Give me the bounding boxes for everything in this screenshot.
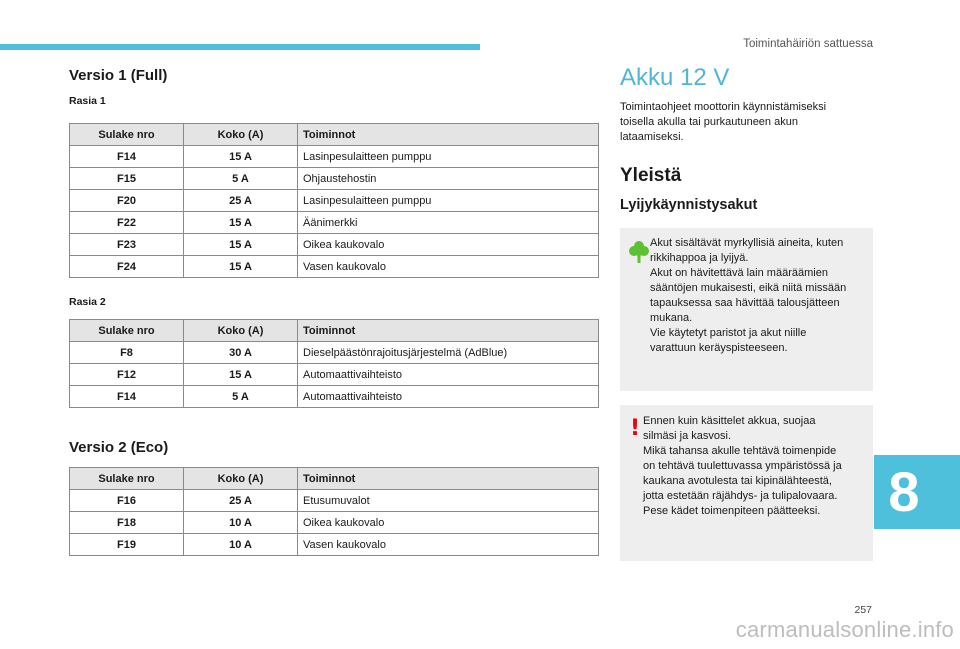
intro-line: Toimintaohjeet moottorin käynnistämiseksi [620,101,827,113]
fuse-size-cell: 15 A [184,364,298,386]
general-heading: Yleistä [620,165,682,186]
fuse-size-cell: 10 A [184,534,298,556]
note-line: mukana. [650,312,693,324]
column-header-fuse-no: Sulake nro [70,124,184,146]
intro-line: lataamiseksi. [620,131,684,143]
column-header-functions: Toiminnot [298,124,599,146]
note-line: jotta estetään räjähdys- ja tulipalovaara. [643,490,838,502]
table-row [70,342,599,364]
fuse-function-cell: Ohjaustehostin [298,168,599,190]
version-1-heading: Versio 1 (Full) [69,67,168,84]
fuse-size-cell: 25 A [184,490,298,512]
fuse-size-cell: 25 A [184,190,298,212]
box-2-label: Rasia 2 [69,296,106,308]
fuse-size-cell: 10 A [184,512,298,534]
warning-note-box [620,405,873,561]
table-row [70,256,599,278]
warning-note-text [643,414,871,519]
fuse-table-box-2 [69,319,599,408]
page-number: 257 [854,604,872,616]
table-row [70,212,599,234]
column-header-size: Koko (A) [184,124,298,146]
warning-exclamation-icon: ! [630,416,641,441]
table-header-row [70,468,599,490]
note-line: Mikä tahansa akulle tehtävä toimenpide [643,445,837,457]
note-line: rikkihappoa ja lyijyä. [650,252,749,264]
box-1-label: Rasia 1 [69,95,106,107]
fuse-size-cell: 15 A [184,234,298,256]
fuse-number-cell: F24 [70,256,184,278]
fuse-function-cell: Vasen kaukovalo [298,534,599,556]
chapter-tab [874,455,960,529]
fuse-function-cell: Etusumuvalot [298,490,599,512]
table-row [70,168,599,190]
column-header-size: Koko (A) [184,468,298,490]
fuse-function-cell: Automaattivaihteisto [298,364,599,386]
fuse-number-cell: F23 [70,234,184,256]
fuse-function-cell: Lasinpesulaitteen pumppu [298,190,599,212]
fuse-number-cell: F8 [70,342,184,364]
battery-section-title: Akku 12 V [620,64,730,91]
note-line: kaukana avotulesta tai kipinälähteestä, [643,475,832,487]
table-row [70,234,599,256]
intro-line: toisella akulla tai purkautuneen akun [620,116,798,128]
note-line: Ennen kuin käsittelet akkua, suojaa [643,415,816,427]
chapter-number: 8 [888,460,920,523]
fuse-size-cell: 15 A [184,212,298,234]
note-line: sääntöjen mukaisesti, eikä niitä missään [650,282,847,294]
fuse-size-cell: 5 A [184,168,298,190]
table-row [70,190,599,212]
column-header-functions: Toiminnot [298,468,599,490]
fuse-number-cell: F14 [70,386,184,408]
table-header-row [70,320,599,342]
table-header-row [70,124,599,146]
environment-note-box [620,228,873,391]
lead-acid-batteries-heading: Lyijykäynnistysakut [620,197,758,213]
fuse-function-cell: Vasen kaukovalo [298,256,599,278]
fuse-number-cell: F14 [70,146,184,168]
fuse-number-cell: F20 [70,190,184,212]
note-line: varattuun keräyspisteeseen. [650,342,788,354]
fuse-number-cell: F15 [70,168,184,190]
note-line: Pese kädet toimenpiteen päätteeksi. [643,505,821,517]
fuse-function-cell: Automaattivaihteisto [298,386,599,408]
chapter-header-title: Toimintahäiriön sattuessa [743,38,873,50]
table-row [70,364,599,386]
tree-icon [629,240,649,264]
header-accent-bar [0,44,480,50]
fuse-function-cell: Dieselpäästönrajoitusjärjestelmä (AdBlue) [298,342,599,364]
fuse-function-cell: Oikea kaukovalo [298,512,599,534]
table-row [70,490,599,512]
note-line: Akut on hävitettävä lain määräämien [650,267,828,279]
fuse-size-cell: 15 A [184,256,298,278]
fuse-function-cell: Äänimerkki [298,212,599,234]
fuse-size-cell: 15 A [184,146,298,168]
fuse-number-cell: F19 [70,534,184,556]
battery-intro-text [620,100,860,145]
note-line: Akut sisältävät myrkyllisiä aineita, kuten [650,237,844,249]
note-line: silmäsi ja kasvosi. [643,430,732,442]
fuse-table-version-2 [69,467,599,556]
column-header-functions: Toiminnot [298,320,599,342]
fuse-size-cell: 5 A [184,386,298,408]
fuse-number-cell: F12 [70,364,184,386]
table-row [70,146,599,168]
table-row [70,512,599,534]
fuse-number-cell: F18 [70,512,184,534]
watermark: carmanualsonline.info [735,617,954,642]
fuse-function-cell: Oikea kaukovalo [298,234,599,256]
fuse-function-cell: Lasinpesulaitteen pumppu [298,146,599,168]
fuse-number-cell: F16 [70,490,184,512]
column-header-size: Koko (A) [184,320,298,342]
note-line: tapauksessa saa hävittää talousjätteen [650,297,840,309]
note-line: Vie käytetyt paristot ja akut niille [650,327,807,339]
fuse-number-cell: F22 [70,212,184,234]
column-header-fuse-no: Sulake nro [70,320,184,342]
table-row [70,386,599,408]
table-row [70,534,599,556]
fuse-size-cell: 30 A [184,342,298,364]
environment-note-text [650,236,872,356]
column-header-fuse-no: Sulake nro [70,468,184,490]
note-line: on tehtävä tuulettuvassa ympäristössä ja [643,460,842,472]
version-2-heading: Versio 2 (Eco) [69,439,169,456]
fuse-table-box-1 [69,123,599,278]
